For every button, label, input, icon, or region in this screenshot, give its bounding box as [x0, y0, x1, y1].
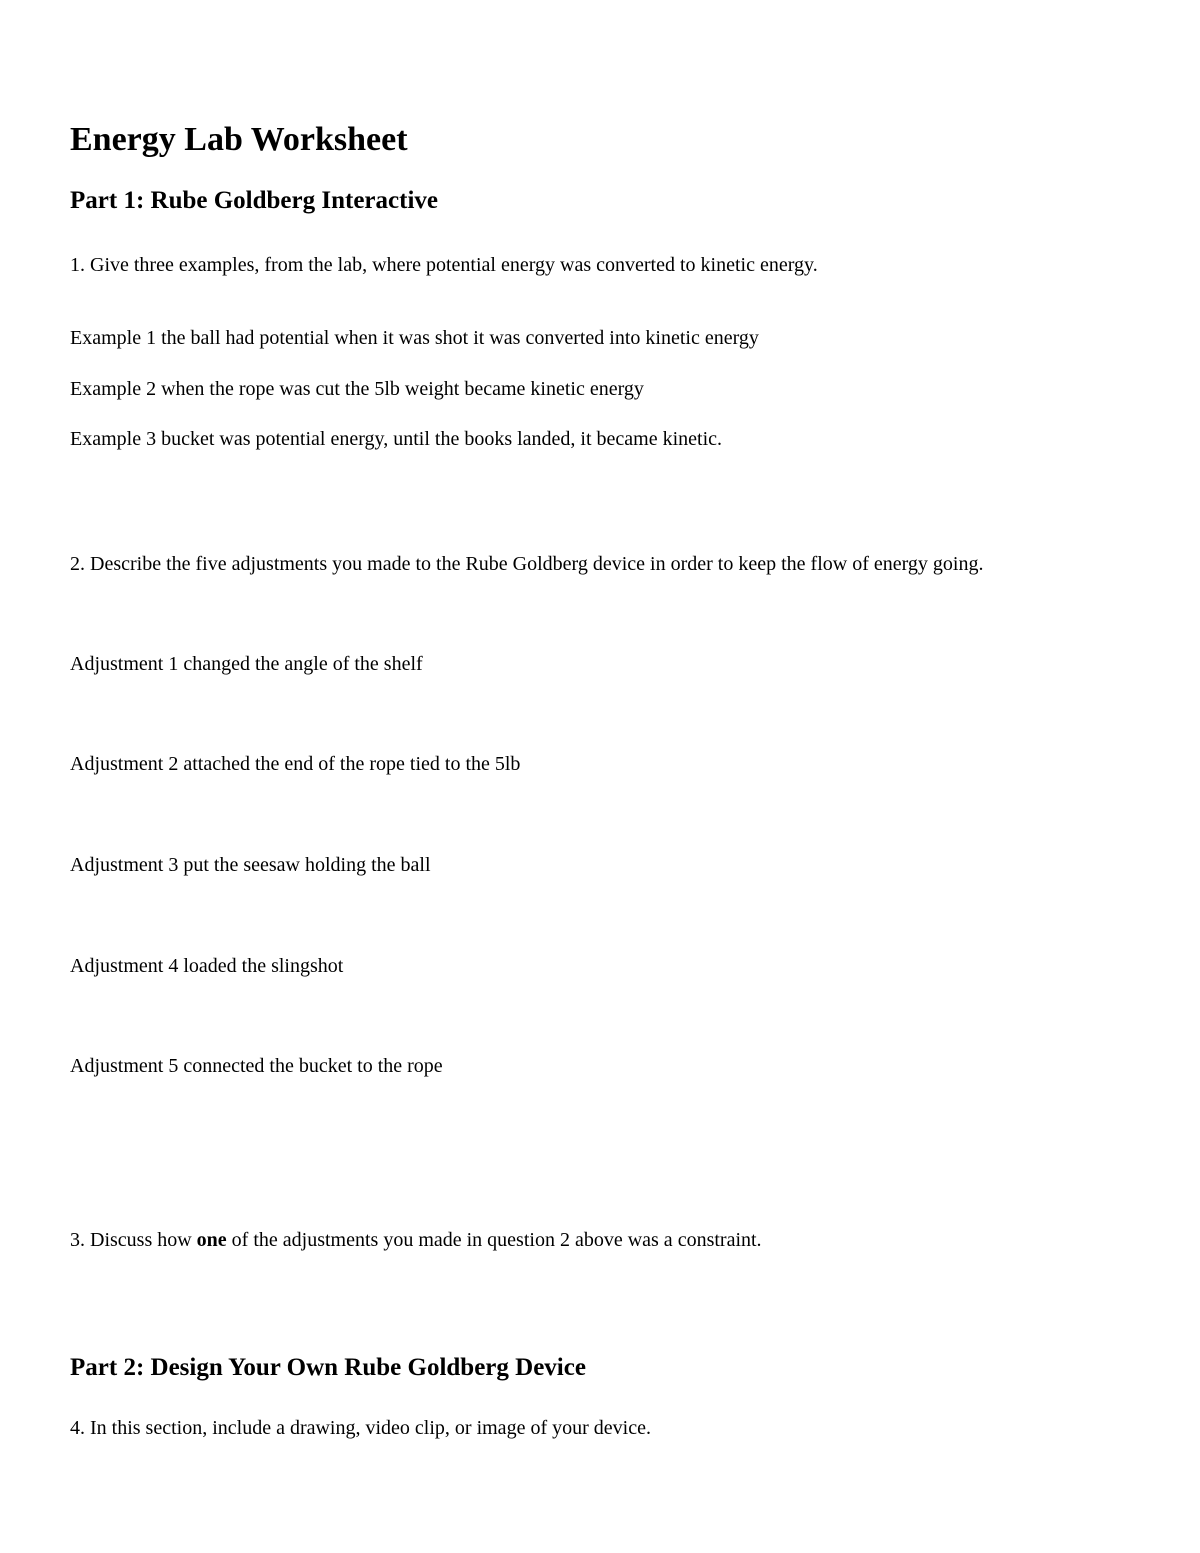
- adjustment-2: Adjustment 2 attached the end of the rope tied to the 5lb: [70, 753, 521, 775]
- question-4: 4. In this section, include a drawing, video clip, or image of your device.: [70, 1417, 651, 1439]
- adjustment-5: Adjustment 5 connected the bucket to the rope: [70, 1055, 443, 1077]
- part2-heading: Part 2: Design Your Own Rube Goldberg Device: [70, 1354, 586, 1381]
- question-3-before: 3. Discuss how: [70, 1229, 197, 1251]
- question-2: 2. Describe the five adjustments you made to the Rube Goldberg device in order to keep the flow of energy going.: [70, 553, 984, 575]
- page-title: Energy Lab Worksheet: [70, 121, 408, 158]
- question-3: [70, 1228, 762, 1252]
- question-1: 1. Give three examples, from the lab, where potential energy was converted to kinetic energy.: [70, 254, 818, 276]
- part1-heading: Part 1: Rube Goldberg Interactive: [70, 187, 438, 214]
- example-2: Example 2 when the rope was cut the 5lb weight became kinetic energy: [70, 378, 644, 400]
- example-1: Example 1 the ball had potential when it was shot it was converted into kinetic energy: [70, 327, 759, 349]
- question-3-after: of the adjustments you made in question 2 above was a constraint.: [226, 1229, 762, 1251]
- adjustment-1: Adjustment 1 changed the angle of the shelf: [70, 653, 423, 675]
- example-3: Example 3 bucket was potential energy, until the books landed, it became kinetic.: [70, 428, 723, 450]
- question-3-emphasis: one: [196, 1229, 227, 1251]
- adjustment-3: Adjustment 3 put the seesaw holding the ball: [70, 854, 431, 876]
- adjustment-4: Adjustment 4 loaded the slingshot: [70, 955, 344, 977]
